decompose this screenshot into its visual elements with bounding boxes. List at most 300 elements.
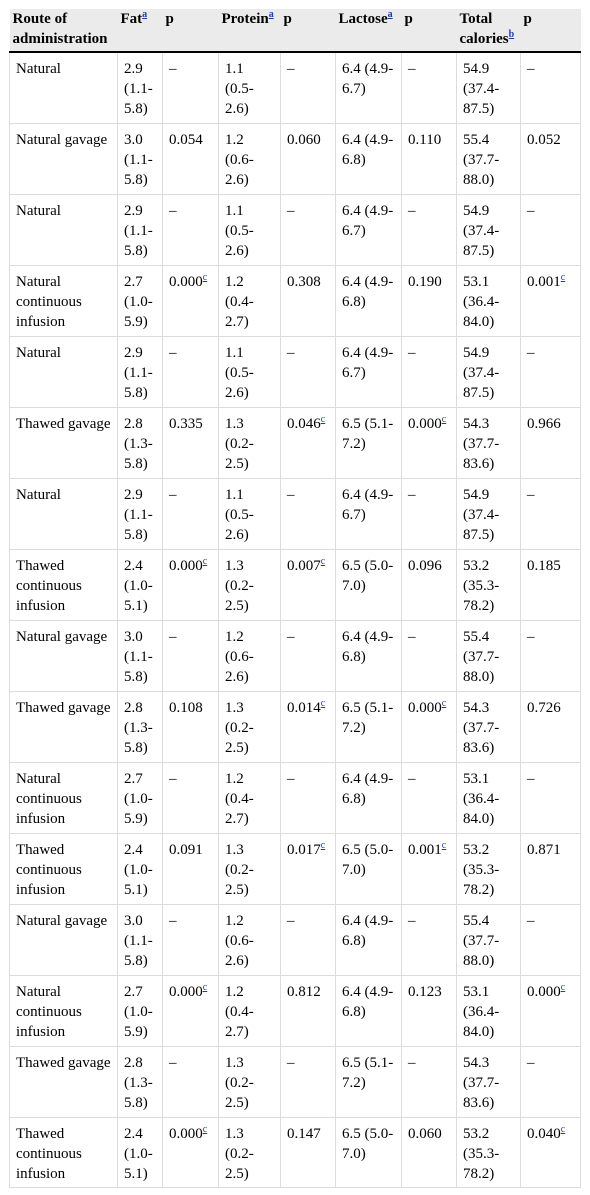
table-cell bbox=[521, 123, 581, 194]
cell-value: Thawed gavage bbox=[16, 699, 111, 716]
cell-value: – bbox=[287, 1054, 295, 1071]
cell-value: – bbox=[169, 628, 177, 645]
cell-value: 0.966 bbox=[527, 415, 561, 432]
table-cell bbox=[336, 336, 402, 407]
table-cell bbox=[521, 691, 581, 762]
table-cell bbox=[457, 478, 521, 549]
column-header-label: p bbox=[283, 11, 292, 27]
table-cell bbox=[118, 1046, 163, 1117]
cell-value: 6.5 (5.1-7.2) bbox=[342, 415, 394, 452]
cell-value: 2.9 (1.1-5.8) bbox=[124, 61, 153, 117]
table-cell bbox=[281, 265, 336, 336]
cell-value: 1.3 (0.2-2.5) bbox=[225, 841, 254, 898]
table-cell bbox=[402, 265, 457, 336]
table-cell bbox=[281, 833, 336, 904]
cell-value: – bbox=[408, 770, 416, 787]
cell-value: 0.335 bbox=[169, 415, 203, 432]
cell-value: 0.147 bbox=[287, 1125, 321, 1142]
cell-value: 6.4 (4.9-6.8) bbox=[342, 770, 394, 807]
table-cell bbox=[163, 407, 219, 478]
table-cell bbox=[336, 975, 402, 1046]
cell-value: 54.9 (37.4-87.5) bbox=[463, 486, 500, 543]
cell-value: 0.000 bbox=[169, 273, 203, 290]
cell-value: – bbox=[408, 1054, 416, 1071]
table-cell bbox=[402, 620, 457, 691]
cell-value: Natural bbox=[16, 344, 61, 361]
table-row bbox=[10, 691, 581, 762]
column-header bbox=[402, 9, 457, 52]
table-cell bbox=[457, 975, 521, 1046]
table-cell bbox=[281, 123, 336, 194]
cell-value: 0.871 bbox=[527, 841, 561, 858]
column-header bbox=[10, 9, 118, 52]
table-cell bbox=[219, 691, 281, 762]
footnote-link[interactable]: c bbox=[320, 555, 326, 567]
cell-value: – bbox=[408, 344, 416, 361]
cell-value: Thawed continuous infusion bbox=[16, 1125, 82, 1182]
table-cell bbox=[10, 904, 118, 975]
footnote-link[interactable]: c bbox=[202, 555, 208, 567]
cell-value: – bbox=[527, 1054, 535, 1071]
cell-value: 0.096 bbox=[408, 557, 442, 574]
cell-value: 54.9 (37.4-87.5) bbox=[463, 202, 500, 259]
cell-value: – bbox=[408, 628, 416, 645]
cell-value: Thawed continuous infusion bbox=[16, 841, 82, 898]
table-cell bbox=[281, 691, 336, 762]
column-header bbox=[219, 9, 281, 52]
table-cell bbox=[281, 762, 336, 833]
cell-value: Natural continuous infusion bbox=[16, 983, 82, 1040]
cell-value: 0.000 bbox=[169, 983, 203, 1000]
cell-value: 2.8 (1.3-5.8) bbox=[124, 415, 153, 472]
cell-value: 55.4 (37.7-88.0) bbox=[463, 628, 500, 685]
table-row bbox=[10, 52, 581, 123]
table-cell bbox=[402, 123, 457, 194]
table-cell bbox=[521, 1046, 581, 1117]
table-cell bbox=[163, 336, 219, 407]
cell-value: – bbox=[408, 912, 416, 929]
footnote-link[interactable]: a bbox=[268, 9, 274, 20]
table-cell bbox=[521, 478, 581, 549]
cell-value: 2.7 (1.0-5.9) bbox=[124, 273, 153, 330]
table-row bbox=[10, 407, 581, 478]
cell-value: 6.4 (4.9-6.8) bbox=[342, 131, 394, 168]
cell-value: 54.3 (37.7-83.6) bbox=[463, 415, 500, 472]
table-cell bbox=[10, 1046, 118, 1117]
cell-value: 0.054 bbox=[169, 131, 203, 148]
table-row bbox=[10, 549, 581, 620]
table-cell bbox=[118, 762, 163, 833]
cell-value: 6.5 (5.1-7.2) bbox=[342, 699, 394, 736]
footnote-link[interactable]: b bbox=[508, 29, 515, 40]
table-row bbox=[10, 123, 581, 194]
table-row bbox=[10, 762, 581, 833]
table-cell bbox=[402, 691, 457, 762]
table-cell bbox=[118, 691, 163, 762]
table-cell bbox=[219, 478, 281, 549]
table-cell bbox=[10, 123, 118, 194]
column-header bbox=[336, 9, 402, 52]
footnote-link[interactable]: c bbox=[202, 981, 208, 993]
table-row bbox=[10, 904, 581, 975]
cell-value: 0.000 bbox=[408, 415, 442, 432]
cell-value: 1.3 (0.2-2.5) bbox=[225, 1054, 254, 1111]
footnote-link[interactable]: a bbox=[387, 9, 393, 20]
cell-value: – bbox=[169, 770, 177, 787]
table-cell bbox=[118, 194, 163, 265]
table-cell bbox=[457, 265, 521, 336]
cell-value: 0.110 bbox=[408, 131, 442, 148]
table-body bbox=[10, 52, 581, 1187]
table-cell bbox=[457, 620, 521, 691]
table-cell bbox=[336, 265, 402, 336]
table-cell bbox=[163, 1046, 219, 1117]
table-cell bbox=[163, 123, 219, 194]
cell-value: 0.308 bbox=[287, 273, 321, 290]
table-cell bbox=[219, 620, 281, 691]
cell-value: 1.3 (0.2-2.5) bbox=[225, 1125, 254, 1182]
cell-value: – bbox=[527, 486, 535, 503]
cell-value: – bbox=[527, 344, 535, 361]
table-row bbox=[10, 1117, 581, 1187]
cell-value: 6.4 (4.9-6.7) bbox=[342, 486, 394, 523]
table-cell bbox=[402, 478, 457, 549]
column-header-label: p bbox=[523, 11, 532, 27]
table-cell bbox=[336, 620, 402, 691]
cell-value: 1.2 (0.4-2.7) bbox=[225, 273, 254, 330]
cell-value: – bbox=[408, 202, 416, 219]
table-cell bbox=[402, 52, 457, 123]
table-cell bbox=[336, 194, 402, 265]
cell-value: – bbox=[287, 486, 295, 503]
cell-value: – bbox=[527, 628, 535, 645]
footnote-link[interactable]: c bbox=[320, 413, 326, 425]
table-cell bbox=[163, 691, 219, 762]
footnote-link[interactable]: c bbox=[441, 697, 447, 709]
cell-value: – bbox=[408, 486, 416, 503]
table-cell bbox=[10, 1117, 118, 1187]
footnote-link[interactable]: c bbox=[320, 839, 326, 851]
cell-value: – bbox=[527, 202, 535, 219]
cell-value: 6.4 (4.9-6.8) bbox=[342, 983, 394, 1020]
table-cell bbox=[10, 478, 118, 549]
table-cell bbox=[457, 762, 521, 833]
table-cell bbox=[336, 549, 402, 620]
table-cell bbox=[521, 620, 581, 691]
table-cell bbox=[402, 407, 457, 478]
cell-value: – bbox=[169, 1054, 177, 1071]
cell-value: 2.8 (1.3-5.8) bbox=[124, 1054, 153, 1111]
table-cell bbox=[10, 762, 118, 833]
footnote-link[interactable]: c bbox=[202, 271, 208, 283]
table-cell bbox=[219, 975, 281, 1046]
table-cell bbox=[521, 407, 581, 478]
table-cell bbox=[336, 904, 402, 975]
cell-value: 0.000 bbox=[527, 983, 561, 1000]
table-row bbox=[10, 478, 581, 549]
cell-value: – bbox=[169, 486, 177, 503]
cell-value: 2.9 (1.1-5.8) bbox=[124, 202, 153, 259]
table-cell bbox=[163, 904, 219, 975]
footnote-link[interactable]: c bbox=[560, 981, 566, 993]
cell-value: 53.1 (36.4-84.0) bbox=[463, 770, 500, 827]
column-header bbox=[118, 9, 163, 52]
cell-value: 54.9 (37.4-87.5) bbox=[463, 61, 500, 117]
cell-value: 6.4 (4.9-6.8) bbox=[342, 628, 394, 665]
column-header-label: Protein bbox=[221, 11, 269, 27]
table-cell bbox=[163, 975, 219, 1046]
column-header bbox=[457, 9, 521, 52]
table-cell bbox=[402, 1046, 457, 1117]
cell-value: 55.4 (37.7-88.0) bbox=[463, 912, 500, 969]
table-cell bbox=[336, 762, 402, 833]
cell-value: 1.2 (0.4-2.7) bbox=[225, 770, 254, 827]
cell-value: 6.4 (4.9-6.7) bbox=[342, 344, 394, 381]
cell-value: 0.014 bbox=[287, 699, 321, 716]
cell-value: 3.0 (1.1-5.8) bbox=[124, 131, 153, 188]
table-cell bbox=[118, 336, 163, 407]
table-cell bbox=[163, 833, 219, 904]
table-cell bbox=[219, 904, 281, 975]
cell-value: 0.040 bbox=[527, 1125, 561, 1142]
cell-value: 54.3 (37.7-83.6) bbox=[463, 699, 500, 756]
cell-value: 2.8 (1.3-5.8) bbox=[124, 699, 153, 756]
table-cell bbox=[336, 123, 402, 194]
column-header-label: p bbox=[404, 11, 413, 27]
table-cell bbox=[118, 265, 163, 336]
cell-value: 0.123 bbox=[408, 983, 442, 1000]
table-cell bbox=[457, 123, 521, 194]
table-cell bbox=[281, 194, 336, 265]
table-cell bbox=[457, 833, 521, 904]
table-cell bbox=[118, 478, 163, 549]
cell-value: 53.2 (35.3-78.2) bbox=[463, 1125, 500, 1182]
cell-value: 1.1 (0.5-2.6) bbox=[225, 61, 254, 117]
footnote-link[interactable]: c bbox=[560, 1123, 566, 1135]
footnote-link[interactable]: c bbox=[320, 697, 326, 709]
table-cell bbox=[10, 336, 118, 407]
table-cell bbox=[521, 1117, 581, 1187]
cell-value: – bbox=[169, 202, 177, 219]
table-cell bbox=[521, 904, 581, 975]
table-cell bbox=[281, 1117, 336, 1187]
column-header-label: p bbox=[165, 11, 174, 27]
table-cell bbox=[219, 52, 281, 123]
cell-value: 6.5 (5.0-7.0) bbox=[342, 841, 394, 878]
cell-value: 6.5 (5.0-7.0) bbox=[342, 557, 394, 594]
cell-value: 2.9 (1.1-5.8) bbox=[124, 486, 153, 543]
table-row bbox=[10, 194, 581, 265]
table-cell bbox=[521, 265, 581, 336]
cell-value: 1.2 (0.6-2.6) bbox=[225, 131, 254, 188]
cell-value: Natural continuous infusion bbox=[16, 273, 82, 330]
column-header-label: Total calories bbox=[459, 11, 509, 47]
cell-value: 0.001 bbox=[527, 273, 561, 290]
cell-value: – bbox=[287, 770, 295, 787]
table-cell bbox=[521, 549, 581, 620]
table-cell bbox=[336, 407, 402, 478]
table-cell bbox=[281, 407, 336, 478]
cell-value: 0.060 bbox=[408, 1125, 442, 1142]
table-cell bbox=[521, 194, 581, 265]
table-cell bbox=[336, 1046, 402, 1117]
table-cell bbox=[219, 123, 281, 194]
table-row bbox=[10, 336, 581, 407]
table-cell bbox=[457, 407, 521, 478]
table-cell bbox=[281, 52, 336, 123]
table-cell bbox=[163, 194, 219, 265]
table-cell bbox=[219, 833, 281, 904]
cell-value: 0.060 bbox=[287, 131, 321, 148]
cell-value: 6.4 (4.9-6.8) bbox=[342, 273, 394, 310]
table-cell bbox=[402, 904, 457, 975]
cell-value: 1.2 (0.6-2.6) bbox=[225, 628, 254, 685]
table-cell bbox=[402, 762, 457, 833]
table-cell bbox=[281, 904, 336, 975]
cell-value: 6.5 (5.0-7.0) bbox=[342, 1125, 394, 1162]
column-header bbox=[281, 9, 336, 52]
cell-value: – bbox=[527, 912, 535, 929]
table-cell bbox=[457, 194, 521, 265]
table-cell bbox=[163, 549, 219, 620]
cell-value: – bbox=[527, 61, 535, 77]
table-cell bbox=[521, 52, 581, 123]
table-cell bbox=[281, 549, 336, 620]
table-cell bbox=[10, 620, 118, 691]
cell-value: – bbox=[287, 61, 295, 77]
cell-value: 53.1 (36.4-84.0) bbox=[463, 273, 500, 330]
table-cell bbox=[402, 549, 457, 620]
cell-value: 54.3 (37.7-83.6) bbox=[463, 1054, 500, 1111]
table-cell bbox=[457, 904, 521, 975]
cell-value: 2.9 (1.1-5.8) bbox=[124, 344, 153, 401]
table-cell bbox=[457, 1046, 521, 1117]
table-cell bbox=[219, 549, 281, 620]
cell-value: 6.4 (4.9-6.7) bbox=[342, 202, 394, 239]
table-cell bbox=[10, 52, 118, 123]
table-cell bbox=[10, 549, 118, 620]
table-cell bbox=[118, 1117, 163, 1187]
table-cell bbox=[118, 620, 163, 691]
table-cell bbox=[521, 762, 581, 833]
table-cell bbox=[336, 478, 402, 549]
table-cell bbox=[163, 762, 219, 833]
table-row bbox=[10, 620, 581, 691]
table-cell bbox=[457, 691, 521, 762]
column-header bbox=[163, 9, 219, 52]
cell-value: 0.185 bbox=[527, 557, 561, 574]
table-cell bbox=[219, 762, 281, 833]
table-cell bbox=[118, 52, 163, 123]
table-cell bbox=[521, 833, 581, 904]
cell-value: Thawed gavage bbox=[16, 415, 111, 432]
cell-value: 1.3 (0.2-2.5) bbox=[225, 699, 254, 756]
cell-value: Natural bbox=[16, 61, 61, 77]
footnote-link[interactable]: a bbox=[142, 9, 148, 20]
nutrient-composition-table bbox=[9, 9, 581, 1188]
cell-value: – bbox=[169, 344, 177, 361]
cell-value: 2.7 (1.0-5.9) bbox=[124, 983, 153, 1040]
table-row bbox=[10, 833, 581, 904]
cell-value: Natural bbox=[16, 202, 61, 219]
table-row bbox=[10, 265, 581, 336]
table-cell bbox=[281, 1046, 336, 1117]
cell-value: – bbox=[169, 912, 177, 929]
cell-value: 3.0 (1.1-5.8) bbox=[124, 912, 153, 969]
cell-value: 0.000 bbox=[169, 1125, 203, 1142]
table-cell bbox=[281, 336, 336, 407]
table-row bbox=[10, 1046, 581, 1117]
footnote-link[interactable]: c bbox=[560, 271, 566, 283]
table-cell bbox=[281, 478, 336, 549]
table-cell bbox=[402, 975, 457, 1046]
cell-value: Natural gavage bbox=[16, 912, 108, 929]
cell-value: 53.2 (35.3-78.2) bbox=[463, 841, 500, 898]
cell-value: 1.1 (0.5-2.6) bbox=[225, 202, 254, 259]
table-cell bbox=[219, 1046, 281, 1117]
cell-value: 0.108 bbox=[169, 699, 203, 716]
cell-value: 2.4 (1.0-5.1) bbox=[124, 557, 153, 614]
cell-value: Natural gavage bbox=[16, 131, 108, 148]
cell-value: 53.1 (36.4-84.0) bbox=[463, 983, 500, 1040]
table-cell bbox=[163, 620, 219, 691]
cell-value: 55.4 (37.7-88.0) bbox=[463, 131, 500, 188]
cell-value: Thawed gavage bbox=[16, 1054, 111, 1071]
table-cell bbox=[402, 1117, 457, 1187]
table-cell bbox=[118, 407, 163, 478]
cell-value: 3.0 (1.1-5.8) bbox=[124, 628, 153, 685]
table-cell bbox=[402, 833, 457, 904]
cell-value: – bbox=[287, 344, 295, 361]
table-cell bbox=[521, 975, 581, 1046]
cell-value: 0.190 bbox=[408, 273, 442, 290]
cell-value: 6.4 (4.9-6.7) bbox=[342, 61, 394, 97]
table-cell bbox=[219, 407, 281, 478]
table-cell bbox=[281, 975, 336, 1046]
table-cell bbox=[163, 1117, 219, 1187]
footnote-link[interactable]: c bbox=[202, 1123, 208, 1135]
cell-value: 0.007 bbox=[287, 557, 321, 574]
cell-value: 1.3 (0.2-2.5) bbox=[225, 557, 254, 614]
table-cell bbox=[336, 833, 402, 904]
footnote-link[interactable]: c bbox=[441, 839, 447, 851]
cell-value: – bbox=[527, 770, 535, 787]
table-cell bbox=[521, 336, 581, 407]
table-cell bbox=[219, 1117, 281, 1187]
table-cell bbox=[10, 691, 118, 762]
table-cell bbox=[336, 1117, 402, 1187]
cell-value: 1.3 (0.2-2.5) bbox=[225, 415, 254, 472]
column-header-label: Fat bbox=[120, 11, 143, 27]
cell-value: – bbox=[287, 912, 295, 929]
table-cell bbox=[163, 478, 219, 549]
table-cell bbox=[281, 620, 336, 691]
table-cell bbox=[336, 52, 402, 123]
cell-value: 0.000 bbox=[408, 699, 442, 716]
cell-value: 6.4 (4.9-6.8) bbox=[342, 912, 394, 949]
cell-value: 54.9 (37.4-87.5) bbox=[463, 344, 500, 401]
footnote-link[interactable]: c bbox=[441, 413, 447, 425]
table-cell bbox=[219, 336, 281, 407]
cell-value: 1.2 (0.6-2.6) bbox=[225, 912, 254, 969]
table-cell bbox=[10, 194, 118, 265]
cell-value: – bbox=[287, 202, 295, 219]
cell-value: 6.5 (5.1-7.2) bbox=[342, 1054, 394, 1091]
table-cell bbox=[118, 833, 163, 904]
table-cell bbox=[402, 194, 457, 265]
table-row bbox=[10, 975, 581, 1046]
cell-value: – bbox=[287, 628, 295, 645]
